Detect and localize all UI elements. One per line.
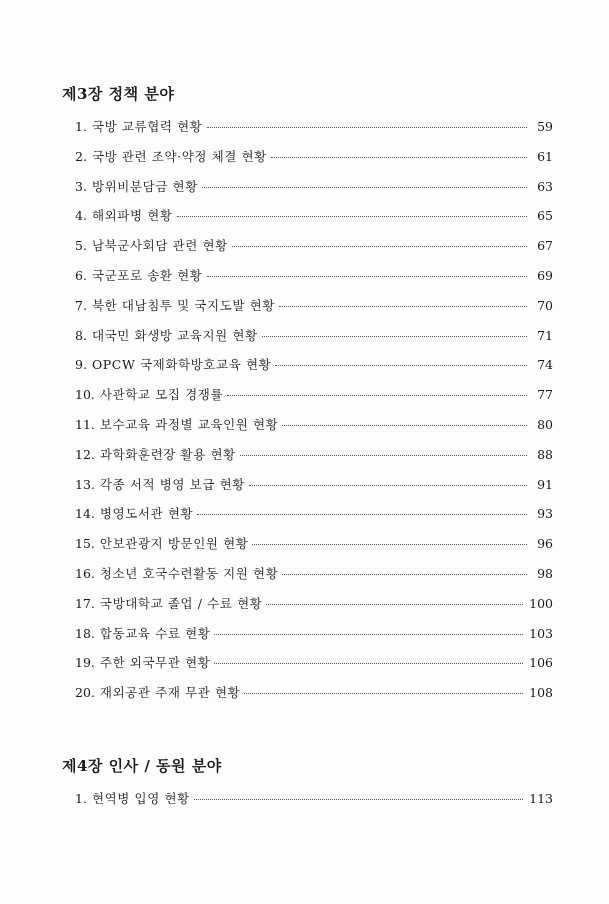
- dot-leader: [227, 395, 527, 396]
- dot-leader: [207, 276, 528, 277]
- toc-entry-title: 북한 대남침투 및 국지도발 현황: [91, 297, 276, 313]
- toc-entry[interactable]: [75, 386, 553, 416]
- toc-entry-page: 71: [537, 327, 553, 343]
- dot-leader: [262, 336, 527, 337]
- toc-entry-number: 9.: [75, 357, 87, 373]
- toc-entry[interactable]: [75, 327, 553, 357]
- toc-entry-number: 12.: [75, 446, 95, 462]
- toc-entry-number: 14.: [75, 506, 95, 522]
- toc-entry-title: 각종 서적 병영 보급 현황: [99, 476, 245, 492]
- toc-entry-title: 재외공관 주재 무관 현황: [99, 685, 241, 701]
- toc-entry-title: 합동교육 수료 현황: [99, 625, 211, 641]
- chapter-title: 제3장 정책 분야: [62, 85, 175, 103]
- toc-entry-page: 59: [537, 119, 553, 134]
- toc-entry[interactable]: [75, 505, 553, 535]
- toc-entry-title: 남북군사회담 관련 현황: [91, 238, 228, 254]
- toc-entry[interactable]: [75, 565, 553, 595]
- dot-leader: [214, 663, 523, 664]
- toc-entry-title: 대국민 화생방 교육지원 현황: [91, 327, 258, 343]
- toc-entry-number: 20.: [75, 685, 95, 701]
- toc-entry-title: 사관학교 모집 경쟁률: [99, 387, 224, 403]
- toc-entry[interactable]: [75, 446, 553, 476]
- dot-leader: [249, 485, 527, 486]
- toc-entry-page: 80: [537, 416, 553, 432]
- toc-list: [75, 790, 553, 820]
- toc-entry[interactable]: [75, 356, 553, 386]
- dot-leader: [214, 634, 523, 635]
- toc-entry-page: 69: [537, 267, 553, 283]
- toc-entry-number: 3.: [75, 178, 87, 194]
- toc-entry-number: 10.: [75, 387, 95, 403]
- toc-entry-page: 100: [529, 595, 553, 611]
- toc-entry[interactable]: [75, 595, 553, 625]
- toc-entry-title: 병영도서관 현황: [99, 506, 194, 522]
- toc-entry-page: 106: [529, 655, 553, 671]
- toc-entry-page: 74: [537, 357, 553, 373]
- toc-entry[interactable]: [75, 297, 553, 327]
- toc-entry-title: OPCW 국제화학방호교육 현황: [91, 357, 272, 373]
- dot-leader: [197, 514, 527, 515]
- toc-entry-title: 해외파병 현황: [91, 208, 173, 224]
- toc-entry[interactable]: [75, 267, 553, 297]
- toc-list: [75, 118, 553, 714]
- toc-entry-page: 77: [537, 387, 553, 403]
- toc-entry-page: 63: [537, 178, 553, 194]
- toc-entry-page: 67: [537, 238, 553, 254]
- toc-entry-number: 18.: [75, 625, 95, 641]
- toc-entry-number: 1.: [75, 791, 87, 806]
- toc-entry-number: 11.: [75, 416, 95, 432]
- toc-entry-number: 16.: [75, 565, 95, 581]
- toc-entry-title: 국방대학교 졸업 / 수료 현황: [99, 595, 263, 611]
- dot-leader: [271, 157, 527, 158]
- toc-entry[interactable]: [75, 237, 553, 267]
- toc-entry-title: 주한 외국무관 현황: [99, 655, 211, 671]
- dot-leader: [252, 544, 527, 545]
- toc-entry-page: 91: [537, 476, 553, 492]
- toc-entry-number: 2.: [75, 148, 87, 164]
- toc-entry-title: 과학화훈련장 활용 현황: [99, 446, 236, 462]
- toc-entry-title: 국방 관련 조약·약정 체결 현황: [91, 148, 267, 164]
- toc-entry-page: 65: [537, 208, 553, 224]
- toc-entry-title: 방위비분담금 현황: [91, 178, 198, 194]
- toc-entry-number: 7.: [75, 297, 87, 313]
- toc-entry[interactable]: [75, 148, 553, 178]
- toc-entry-number: 5.: [75, 238, 87, 254]
- toc-entry-number: 15.: [75, 536, 95, 552]
- toc-entry-number: 19.: [75, 655, 95, 671]
- dot-leader: [244, 693, 523, 694]
- toc-entry[interactable]: [75, 625, 553, 655]
- dot-leader: [202, 187, 527, 188]
- dot-leader: [275, 365, 527, 366]
- toc-entry[interactable]: [75, 118, 553, 148]
- toc-entry-number: 1.: [75, 119, 87, 134]
- dot-leader: [282, 425, 527, 426]
- dot-leader: [282, 574, 527, 575]
- toc-entry-number: 8.: [75, 327, 87, 343]
- dot-leader: [266, 604, 523, 605]
- toc-entry-page: 61: [537, 148, 553, 164]
- dot-leader: [279, 306, 527, 307]
- toc-entry-page: 70: [537, 297, 553, 313]
- dot-leader: [232, 246, 527, 247]
- toc-entry[interactable]: [75, 416, 553, 446]
- dot-leader: [194, 799, 523, 800]
- toc-entry[interactable]: [75, 654, 553, 684]
- toc-entry-number: 6.: [75, 267, 87, 283]
- toc-entry[interactable]: [75, 684, 553, 714]
- toc-entry-number: 4.: [75, 208, 87, 224]
- toc-entry-title: 현역병 입영 현황: [91, 791, 190, 806]
- toc-entry-page: 88: [537, 446, 553, 462]
- toc-entry-title: 국군포로 송환 현황: [91, 267, 203, 283]
- toc-entry-page: 96: [537, 536, 553, 552]
- chapter-title: 제4장 인사 / 동원 분야: [62, 757, 222, 775]
- toc-entry-title: 국방 교류협력 현황: [91, 119, 203, 134]
- toc-entry-number: 17.: [75, 595, 95, 611]
- toc-entry-title: 청소년 호국수련활동 지원 현황: [99, 565, 279, 581]
- toc-entry[interactable]: [75, 207, 553, 237]
- toc-entry-page: 93: [537, 506, 553, 522]
- toc-entry-title: 안보관광지 방문인원 현황: [99, 536, 249, 552]
- toc-entry[interactable]: [75, 790, 553, 820]
- toc-entry-page: 103: [529, 625, 553, 641]
- toc-entry-title: 보수교육 과정별 교육인원 현황: [99, 416, 279, 432]
- toc-entry[interactable]: [75, 535, 553, 565]
- toc-entry-number: 13.: [75, 476, 95, 492]
- toc-entry-page: 98: [537, 565, 553, 581]
- toc-entry-page: 113: [529, 791, 553, 806]
- dot-leader: [177, 216, 527, 217]
- toc-entry[interactable]: [75, 476, 553, 506]
- dot-leader: [240, 455, 527, 456]
- toc-entry-page: 108: [529, 685, 553, 701]
- dot-leader: [207, 127, 528, 128]
- toc-entry[interactable]: [75, 178, 553, 208]
